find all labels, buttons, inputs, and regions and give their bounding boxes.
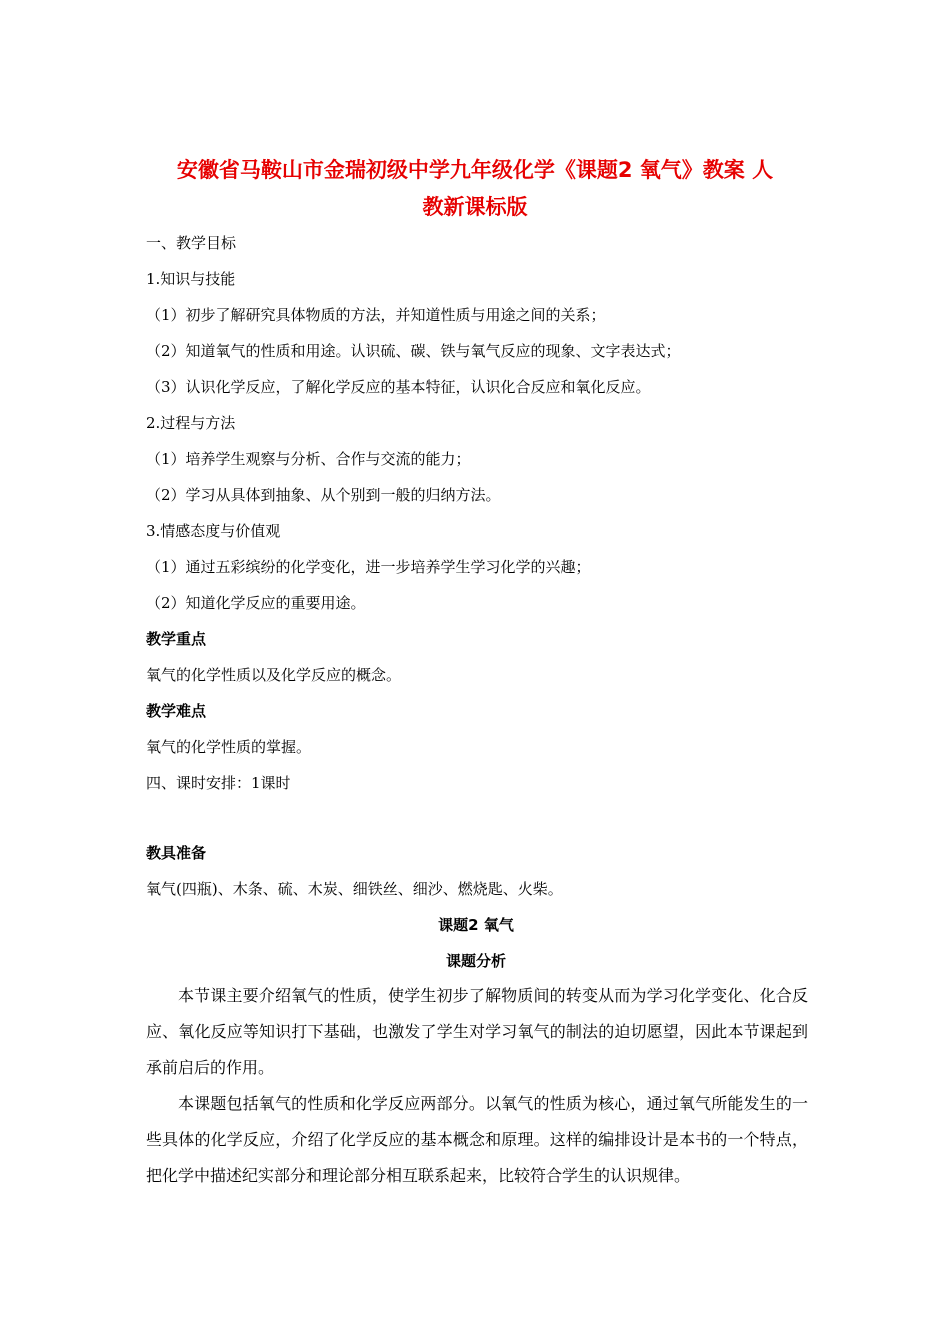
- section-title: 课题2 氧气: [438, 916, 514, 934]
- goal-item: （1）通过五彩缤纷的化学变化，进一步培养学生学习化学的兴趣；: [146, 558, 591, 576]
- section-subtitle: 课题分析: [445, 952, 506, 970]
- class-schedule: 四、课时安排：1课时: [146, 774, 291, 792]
- analysis-paragraph-1: 本节课主要介绍氧气的性质，使学生初步了解物质间的转变从而为学习化学变化、化合反应、氧化反应等知识打下基础，也激发了学生对学习氧气的制法的迫切愿望，因此本节课起到承前启后的作用。: [146, 986, 808, 1077]
- goal-item: （2）知道氧气的性质和用途。认识硫、碳、铁与氧气反应的现象、文字表达式；: [146, 342, 681, 360]
- goal-item: （3）认识化学反应，了解化学反应的基本特征，认识化合反应和氧化反应。: [146, 378, 651, 396]
- analysis-paragraph-2: 本课题包括氧气的性质和化学反应两部分。以氧气的性质为核心，通过氧气所能发生的一些具体的化学反应，介绍了化学反应的基本概念和原理。这样的编排设计是本书的一个特点，把化学中描述纪实部分和理论部分相互联系起来，比较符合学生的认识规律。: [146, 1094, 808, 1185]
- subheading-knowledge-skills: 1.知识与技能: [146, 270, 236, 288]
- goal-item: （2）学习从具体到抽象、从个别到一般的归纳方法。: [146, 486, 501, 504]
- key-points-text: 氧气的化学性质以及化学反应的概念。: [146, 666, 402, 684]
- teaching-aids-text: 氧气(四瓶)、木条、硫、木炭、细铁丝、细沙、燃烧匙、火柴。: [146, 880, 563, 898]
- subheading-process-method: 2.过程与方法: [146, 414, 236, 432]
- goal-item: （2）知道化学反应的重要用途。: [146, 594, 366, 612]
- subheading-attitude-values: 3.情感态度与价值观: [146, 522, 281, 540]
- difficult-points-text: 氧气的化学性质的掌握。: [146, 738, 312, 756]
- document-title-line-1: 安徽省马鞍山市金瑞初级中学九年级化学《课题2 氧气》教案 人: [176, 158, 774, 182]
- heading-teaching-aids: 教具准备: [146, 844, 207, 862]
- goal-item: （1）培养学生观察与分析、合作与交流的能力；: [146, 450, 471, 468]
- document-title-line-2: 教新课标版: [422, 195, 528, 219]
- heading-teaching-goals: 一、教学目标: [146, 234, 237, 252]
- heading-difficult-points: 教学难点: [146, 702, 207, 720]
- goal-item: （1）初步了解研究具体物质的方法，并知道性质与用途之间的关系；: [146, 306, 606, 324]
- heading-key-points: 教学重点: [146, 630, 207, 648]
